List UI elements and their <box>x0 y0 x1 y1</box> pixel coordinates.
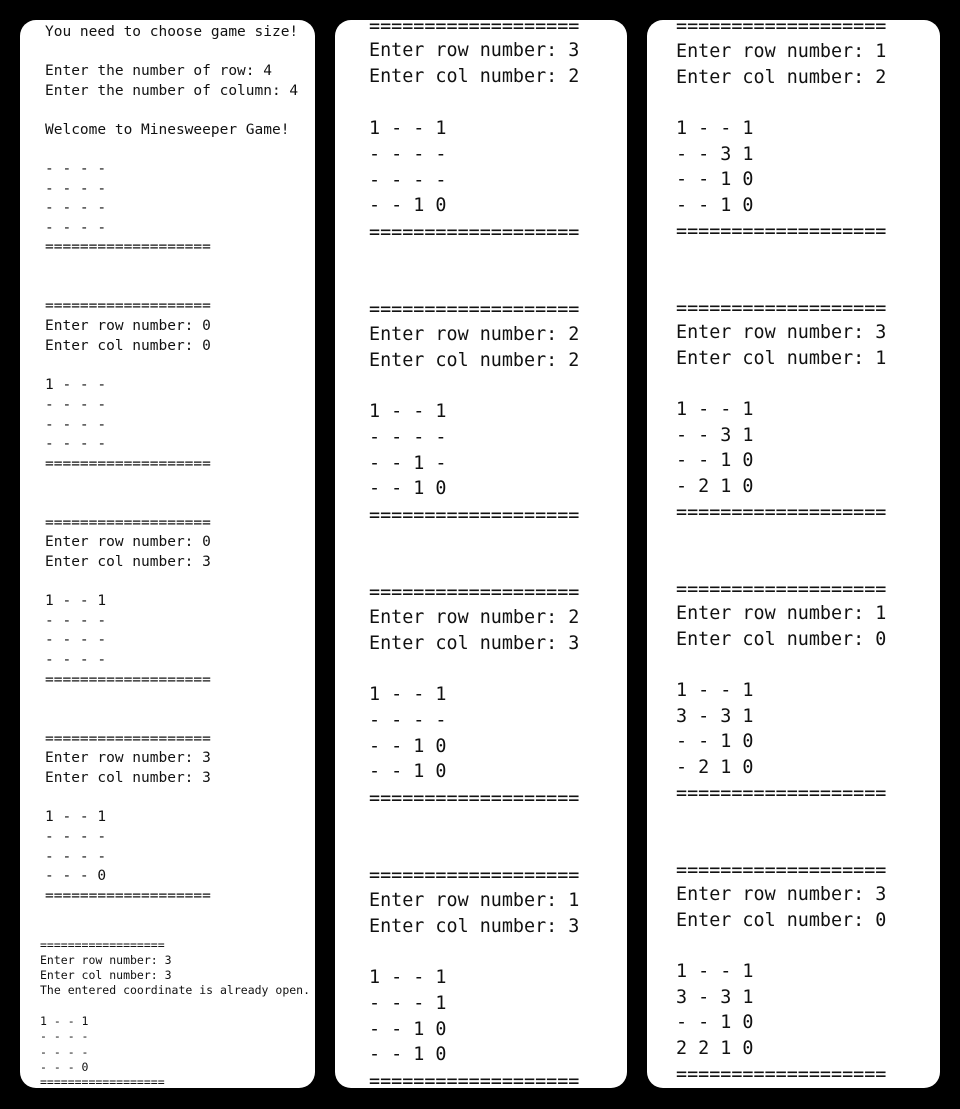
board-row: - - - 0 <box>45 868 107 884</box>
console-message: Welcome to Minesweeper Game! <box>45 122 290 138</box>
board-row: - - 1 0 <box>369 736 447 757</box>
board-row: - - - - <box>45 397 107 413</box>
separator-line: =================== <box>369 505 580 526</box>
console-message: The entered coordinate is already open. <box>40 983 311 997</box>
console-message: Enter the number of column: 4 <box>45 83 299 99</box>
separator-line: =================== <box>676 860 887 881</box>
board-row: - 2 1 0 <box>676 757 754 778</box>
separator-line: =================== <box>45 239 211 255</box>
separator-line: =================== <box>45 672 211 688</box>
col-input-prompt: Enter col number: 2 <box>369 350 580 371</box>
board-row: 1 - - 1 <box>369 684 447 705</box>
board-row: - - 1 0 <box>676 1012 754 1033</box>
separator-line: =================== <box>369 20 580 37</box>
board-row: 1 - - 1 <box>369 967 447 988</box>
board-row: - - - - <box>45 436 107 452</box>
row-input-prompt: Enter row number: 3 <box>676 322 887 343</box>
console-panel-3 <box>647 20 940 1088</box>
separator-line: =================== <box>676 221 887 242</box>
board-row: - - - - <box>45 200 107 216</box>
separator-line: =================== <box>676 502 887 523</box>
separator-line: =================== <box>676 783 887 804</box>
col-input-prompt: Enter col number: 3 <box>40 968 172 982</box>
row-input-prompt: Enter row number: 3 <box>369 40 580 61</box>
board-row: 1 - - 1 <box>369 118 447 139</box>
board-row: 3 - 3 1 <box>676 706 754 727</box>
col-input-prompt: Enter col number: 2 <box>369 66 580 87</box>
board-row: 1 - - 1 <box>45 593 107 609</box>
board-row: - - - - <box>45 161 107 177</box>
board-row: 1 - - 1 <box>45 809 107 825</box>
separator-line: =================== <box>676 579 887 600</box>
col-input-prompt: Enter col number: 0 <box>676 910 887 931</box>
board-row: - - - - <box>45 849 107 865</box>
separator-line: =================== <box>369 222 580 243</box>
board-row: - - - - <box>369 427 447 448</box>
board-row: - - - 1 <box>369 993 447 1014</box>
console-panel-1 <box>20 20 315 1088</box>
board-row: - - 1 0 <box>676 731 754 752</box>
board-row: - - - 0 <box>40 1060 89 1074</box>
board-row: - - - - <box>45 220 107 236</box>
board-row: 1 - - 1 <box>676 680 754 701</box>
board-row: 1 - - 1 <box>676 961 754 982</box>
separator-line: =================== <box>369 788 580 809</box>
console-message: You need to choose game size! <box>45 24 299 40</box>
board-row: - - 1 0 <box>676 169 754 190</box>
separator-line: =================== <box>45 731 211 747</box>
board-row: - - 3 1 <box>676 425 754 446</box>
row-input-prompt: Enter row number: 2 <box>369 324 580 345</box>
console-message: Enter the number of row: 4 <box>45 63 272 79</box>
separator-line: =================== <box>369 299 580 320</box>
col-input-prompt: Enter col number: 3 <box>369 916 580 937</box>
board-row: - - 1 - <box>369 453 447 474</box>
separator-line: =================== <box>45 456 211 472</box>
board-row: - - 1 0 <box>676 195 754 216</box>
separator-line: =================== <box>369 865 580 886</box>
board-row: 1 - - 1 <box>369 401 447 422</box>
board-row: - - - - <box>45 613 107 629</box>
board-row: - - 1 0 <box>369 1019 447 1040</box>
separator-line: =================== <box>676 298 887 319</box>
board-row: - - 1 0 <box>369 1044 447 1065</box>
board-row: - - - - <box>45 417 107 433</box>
board-row: - - - - <box>40 1045 89 1059</box>
board-row: 1 - - 1 <box>676 118 754 139</box>
row-input-prompt: Enter row number: 1 <box>369 890 580 911</box>
col-input-prompt: Enter col number: 0 <box>676 629 887 650</box>
separator-line: ================== <box>40 1075 165 1088</box>
board-row: - - - - <box>45 632 107 648</box>
row-input-prompt: Enter row number: 2 <box>369 607 580 628</box>
board-row: - - - - <box>369 170 447 191</box>
row-input-prompt: Enter row number: 1 <box>676 603 887 624</box>
board-row: - - 1 0 <box>369 478 447 499</box>
separator-line: =================== <box>676 20 887 37</box>
row-input-prompt: Enter row number: 0 <box>45 534 211 550</box>
col-input-prompt: Enter col number: 1 <box>676 348 887 369</box>
row-input-prompt: Enter row number: 1 <box>676 41 887 62</box>
separator-line: =================== <box>45 888 211 904</box>
col-input-prompt: Enter col number: 0 <box>45 338 211 354</box>
board-row: 2 2 1 0 <box>676 1038 754 1059</box>
board-row: 3 - 3 1 <box>676 987 754 1008</box>
separator-line: =================== <box>369 1071 580 1088</box>
separator-line: =================== <box>369 582 580 603</box>
separator-line: =================== <box>45 515 211 531</box>
board-row: - - - - <box>369 144 447 165</box>
col-input-prompt: Enter col number: 2 <box>676 67 887 88</box>
board-row: - - - - <box>40 1029 89 1043</box>
board-row: - - 1 0 <box>676 450 754 471</box>
separator-line: ================== <box>40 938 165 952</box>
col-input-prompt: Enter col number: 3 <box>45 554 211 570</box>
console-panel-2 <box>335 20 627 1088</box>
board-row: 1 - - 1 <box>676 399 754 420</box>
separator-line: =================== <box>45 298 211 314</box>
board-row: - - 1 0 <box>369 195 447 216</box>
board-row: 1 - - 1 <box>40 1014 89 1028</box>
row-input-prompt: Enter row number: 0 <box>45 318 211 334</box>
col-input-prompt: Enter col number: 3 <box>369 633 580 654</box>
col-input-prompt: Enter col number: 3 <box>45 770 211 786</box>
board-row: - - - - <box>45 181 107 197</box>
row-input-prompt: Enter row number: 3 <box>45 750 211 766</box>
board-row: - 2 1 0 <box>676 476 754 497</box>
board-row: - - - - <box>45 829 107 845</box>
board-row: - - 1 0 <box>369 761 447 782</box>
board-row: - - 3 1 <box>676 144 754 165</box>
row-input-prompt: Enter row number: 3 <box>676 884 887 905</box>
board-row: 1 - - - <box>45 377 107 393</box>
separator-line: =================== <box>676 1064 887 1085</box>
row-input-prompt: Enter row number: 3 <box>40 953 172 967</box>
board-row: - - - - <box>369 710 447 731</box>
board-row: - - - - <box>45 652 107 668</box>
